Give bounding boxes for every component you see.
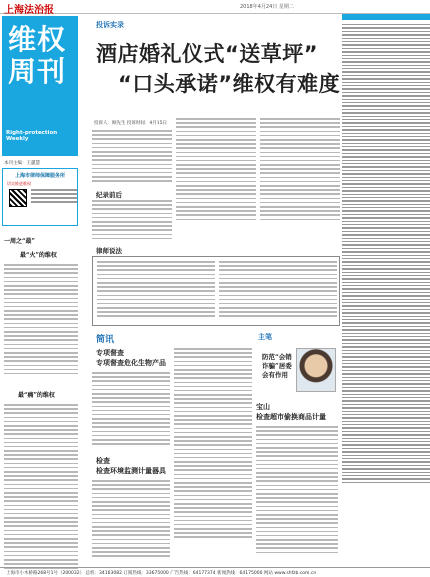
news1-title: 专项督查危化生物产品 xyxy=(96,358,166,367)
editors-line: 本刊主编：王蕙慧 xyxy=(4,161,40,166)
week-headline: 最“火”的维权 xyxy=(20,252,57,259)
date-line: 2018年4月24日 星期二 xyxy=(240,4,294,10)
news3-body xyxy=(256,426,338,556)
news3-title: 检查超市偷换商品计量 xyxy=(256,412,326,421)
byline: 投诉人：顾先生 投诉时间：4月15日 xyxy=(94,121,168,126)
banner-title-1: 维权 xyxy=(8,23,67,56)
ad-box xyxy=(2,168,78,226)
column-title: 防范“会销诈骗”居委会有作用 xyxy=(262,353,292,379)
article-col-1b xyxy=(92,200,172,242)
article-col-1 xyxy=(92,130,172,184)
news1-label: 专项督查 xyxy=(96,348,124,357)
kicker-label: 投诉实录 xyxy=(96,21,124,29)
banner-title xyxy=(8,24,66,88)
news-col-2 xyxy=(174,348,252,541)
news3-label: 宝山 xyxy=(256,402,270,411)
ad-sub: 切实推进维权 xyxy=(7,181,31,186)
classified-column xyxy=(342,14,430,562)
news2-label: 检查 xyxy=(96,456,110,465)
article-col-3 xyxy=(260,118,340,223)
article-col-2 xyxy=(176,118,256,223)
fav-body xyxy=(4,404,78,572)
author-photo xyxy=(296,348,336,392)
news1-body xyxy=(92,372,170,447)
lawyer-box xyxy=(92,256,340,326)
week-body xyxy=(4,264,78,377)
banner-subtitle: Right-protection Weekly xyxy=(6,130,58,142)
masthead-title: 上海法治报 xyxy=(4,5,54,16)
banner-title-2: 周刊 xyxy=(8,55,67,88)
ad-text xyxy=(31,189,77,205)
weekly-banner xyxy=(2,16,78,156)
news-section-label: 简讯 xyxy=(96,335,115,345)
subsection-title-1: 纪录前后 xyxy=(96,191,122,199)
news2-body xyxy=(92,480,170,560)
week-section-title: 一周之“最” xyxy=(4,238,35,245)
ad-title: 上海市律师保障服务所 xyxy=(15,173,66,179)
footer-info: 上海市小木桥路268号1号（200032） 总机：34163082 订阅热线：33675000 广告热线：64177374 新闻热线：64175000 网站 www.shfzb.com.cn xyxy=(0,567,430,577)
left-column xyxy=(0,14,80,577)
main-title-line-1: 酒店婚礼仪式“送草坪” xyxy=(96,42,319,66)
qr-code-icon xyxy=(9,189,27,207)
column-label: 主笔 xyxy=(258,332,272,341)
news2-title: 检查环境监测计量器具 xyxy=(96,466,166,475)
main-title-line-2: “口头承诺”维权有难度 xyxy=(118,72,341,96)
fav-section-title: 最“痛”的维权 xyxy=(18,392,55,399)
subsection-title-2: 律师说法 xyxy=(96,247,122,255)
masthead-bar xyxy=(0,0,430,14)
